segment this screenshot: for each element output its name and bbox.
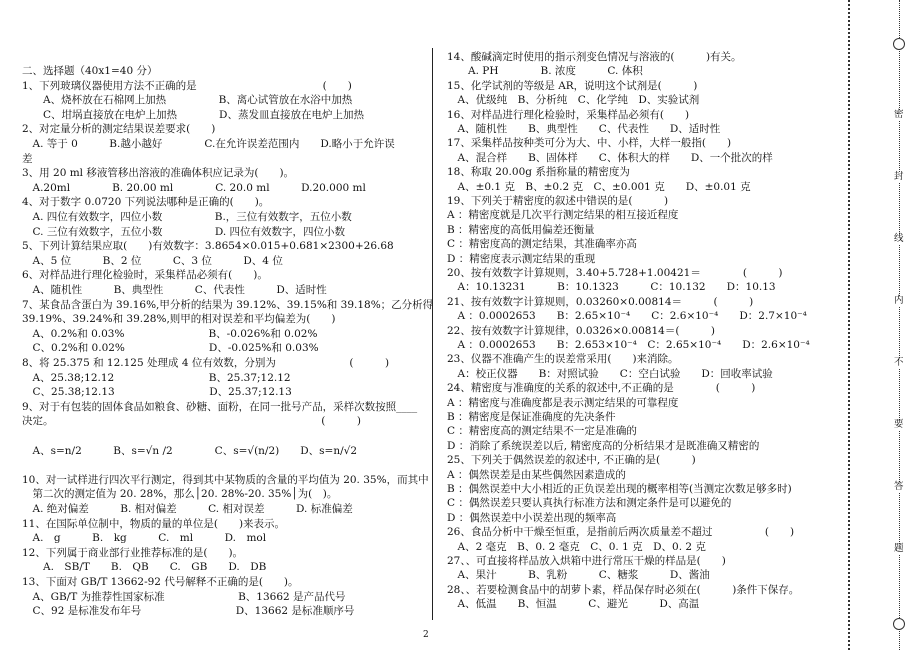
question-line: C、92 是标准发布年号 D、13662 是标准顺序号 [22, 605, 355, 618]
question-line: 二、选择题（40x1=40 分） [22, 65, 158, 77]
question-line: 23、仪器不准确产生的误差常采用( )来消除。 [447, 353, 679, 366]
question-line: A、GB/T 为推荐性国家标准 B、13662 是产品代号 [22, 590, 346, 603]
binding-char: 封 [894, 171, 904, 182]
question-line: D ：精密度表示测定结果的重现 [447, 252, 596, 265]
question-line: 19、下列关于精密度的叙述中错误的是( ) [447, 195, 669, 207]
question-line: A、s=n/2 B、s=√n /2 C、s=√(n/2) D、s=n/√2 [22, 444, 358, 457]
question-line: 18、称取 20.00g 系指称量的精密度为 [447, 166, 630, 179]
question-line: 20、按有效数字计算规则，3.40+5.728+1.00421＝ ( ) [447, 267, 783, 279]
question-line: 4、对于数字 0.0720 下列说法哪种是正确的( )。 [22, 196, 270, 209]
question-line: A. SB/T B. QB C. GB D. DB [22, 561, 267, 574]
question-line: 24、精密度与准确度的关系的叙述中,不正确的是 ( ) [447, 382, 756, 395]
question-line: 14、酸碱滴定时使用的指示剂变色情况与溶液的( )有关。 [447, 51, 742, 63]
binding-char: 答 [894, 481, 904, 492]
question-line: 39.19%、39.24%和 39.28%,则甲的相对误差和平均偏差为( ) [22, 313, 336, 326]
question-line: 11、在国际单位制中，物质的量的单位是( )来表示。 [22, 517, 286, 530]
question-line: A、0.2%和 0.03% B、-0.026%和 0.02% [22, 327, 318, 340]
page-number: 2 [423, 630, 429, 640]
question-line: A、5 位 B、2 位 C、3 位 D、4 位 [22, 254, 283, 267]
question-line: 17、采集样品按种类可分为大、中、小样，大样一般指( ) [447, 137, 732, 150]
binding-hole [893, 618, 905, 630]
binding-hole [893, 38, 905, 50]
question-line: C、0.2%和 0.02% D、-0.025%和 0.03% [22, 342, 319, 355]
question-line: 27、、可直接将样品放入烘箱中进行常压干燥的样品是( ) [447, 555, 726, 567]
question-line: C. 三位有效数字，五位小数 D. 四位有效数字，四位小数 [22, 225, 346, 238]
question-line: A. 四位有效数字，四位小数 B.，三位有效数字，五位小数 [22, 211, 352, 223]
binding-char: 内 [894, 295, 904, 306]
question-line: 28、、若要检测食品中的胡萝卜素，样品保存时必须在( )条件下保存。 [447, 583, 800, 596]
binding-char: 线 [894, 233, 904, 244]
question-line: 13、下面对 GB/T 13662-92 代号解释不正确的是( )。 [22, 576, 299, 588]
binding-char: 要 [894, 419, 904, 430]
question-line: 25、下列关于偶然误差的叙述中, 不正确的是( ) [447, 454, 696, 467]
question-line: A、优级纯 B、分析纯 C、化学纯 D、实验试剂 [447, 94, 700, 107]
question-line: A. g B. kg C. ml D. mol [22, 532, 267, 545]
binding-margin [838, 0, 920, 650]
question-line: 差 [22, 152, 33, 165]
question-line: D ：消除了系统误差以后, 精密度高的分析结果才是既准确又精密的 [447, 439, 760, 452]
question-line: C ：精密度高的测定结果不一定是准确的 [447, 425, 637, 438]
question-line: D ：偶然误差中小误差出现的频率高 [447, 511, 617, 524]
question-line: B ：精密度的高低用偏差还衡量 [447, 223, 595, 236]
question-line: A、烧杯放在石棉网上加热 B、离心试管放在水浴中加热 [22, 94, 353, 107]
question-line: C、坩埚直接放在电炉上加热 D、蒸发皿直接放在电炉上加热 [22, 108, 364, 121]
binding-dotted-line [848, 0, 850, 650]
question-line: 21、按有效数字计算规则，0.03260×0.00814＝ ( ) [447, 295, 754, 308]
question-line: 9、对于有包装的固体食品如粮食、砂糖、面粉，在同一批号产品，采样次数按照____ [22, 400, 418, 413]
question-line: A、2 毫克 B、0. 2 毫克 C、0. 1 克 D、0. 2 克 [447, 540, 706, 553]
question-line: 15、化学试剂的等级是 AR，说明这个试剂是( ) [447, 79, 698, 92]
question-line: 7、某食品含蛋白为 39.16%,甲分析的结果为 39.12%、39.15%和 39.18%；乙分析得 [22, 298, 434, 311]
question-line: 3、用 20 ml 移液管移出溶液的准确体积应记录为( )。 [22, 167, 295, 180]
question-line: A、低温 B、恒温 C、避光 D、高温 [447, 598, 700, 611]
question-line: A ：精密度就是几次平行测定结果的相互接近程度 [447, 209, 679, 222]
question-line: 22、按有效数字计算规律，0.0326×0.00814＝( ) [447, 324, 716, 337]
question-line: A：10.13231 B：10.1323 C：10.132 D：10.13 [447, 281, 776, 294]
question-line: 2、对定量分析的测定结果误差要求( ) [22, 123, 216, 136]
question-line: A ：精密度与准确度都是表示测定结果的可靠程度 [447, 396, 679, 409]
question-line: A、±0.1 克 B、±0.2 克 C、±0.001 克 D、±0.01 克 [447, 180, 751, 193]
question-line: A、混合样 B、固体样 C、体积大的样 D、一个批次的样 [447, 151, 773, 164]
question-line: 8、将 25.375 和 12.125 处理成 4 位有效数，分别为 ( ) [22, 357, 390, 369]
question-line: C、25.38;12.13 D、25.37;12.13 [22, 386, 292, 399]
question-line: C ：偶然误差只要认真执行标准方法和测定条件是可以避免的 [447, 497, 732, 510]
question-line: 1、下列玻璃仪器使用方法不正确的是 ( ) [22, 79, 352, 92]
column-divider [432, 48, 433, 620]
question-line: A. PH B. 浓度 C. 体积 [447, 65, 643, 78]
question-line: A ：偶然误差是由某些偶然因素造成的 [447, 468, 626, 481]
binding-char: 不 [894, 357, 904, 368]
question-line: A. 绝对偏差 B. 相对偏差 C. 相对误差 D. 标准偏差 [22, 503, 353, 515]
question-line: 决定。 ( ) [22, 415, 361, 428]
question-line: 10、对一试样进行四次平行测定，得到其中某物质的含量的平均值为 20. 35%，而其中 [22, 473, 429, 486]
question-line: B ：精密度是保证准确度的先决条件 [447, 411, 616, 423]
question-line: A、随机性 B、典型性 C、代表性 D、适时性 [22, 284, 327, 296]
question-line: C ：精密度高的测定结果，其准确率亦高 [447, 238, 637, 251]
question-line: A.20ml B. 20.00 ml C. 20.0 ml D.20.000 ml [22, 181, 366, 194]
question-line: 26、食品分析中干燥至恒重，是指前后两次质量差不超过 ( ) [447, 526, 795, 539]
question-line: A：校正仪器 B：对照试验 C：空白试验 D：回收率试验 [447, 367, 773, 380]
question-line: 16、对样品进行理化检验时，采集样品必须有( ) [447, 108, 690, 121]
question-line: 6、对样品进行理化检验时，采集样品必须有( )。 [22, 269, 268, 282]
question-line: A、随机性 B、典型性 C、代表性 D、适时性 [447, 123, 721, 135]
question-line: A、25.38;12.12 B、25.37;12.12 [22, 371, 291, 384]
question-line: A、果汁 B、乳粉 C、糖浆 D、酱油 [447, 569, 710, 582]
binding-char: 题 [894, 543, 904, 554]
question-line: 第二次的测定值为 20. 28%，那么│20. 28%-20. 35%│为( )。 [22, 488, 338, 501]
question-line: A ：0.0002653 B：2.65×10⁻⁴ C：2.6×10⁻⁴ D：2.7×10⁻⁴ [447, 310, 807, 323]
question-line: 5、下列计算结果应取( )有效数字：3.8654×0.015+0.681×2300+26.68 [22, 240, 394, 253]
question-line: A. 等于 0 B.越小越好 C.在允许误差范围内 D.略小于允许误 [22, 138, 395, 150]
question-line: A ：0.0002653 B：2.653×10⁻⁴ C：2.65×10⁻⁴ D：2.6×10⁻⁴ [447, 339, 810, 351]
question-line: 12、下列属于商业部行业推荐标准的是( )。 [22, 546, 244, 559]
binding-char: 密 [894, 109, 904, 120]
question-line: B ：偶然误差中大小相近的正负误差出现的概率相等(当测定次数足够多时) [447, 483, 792, 495]
